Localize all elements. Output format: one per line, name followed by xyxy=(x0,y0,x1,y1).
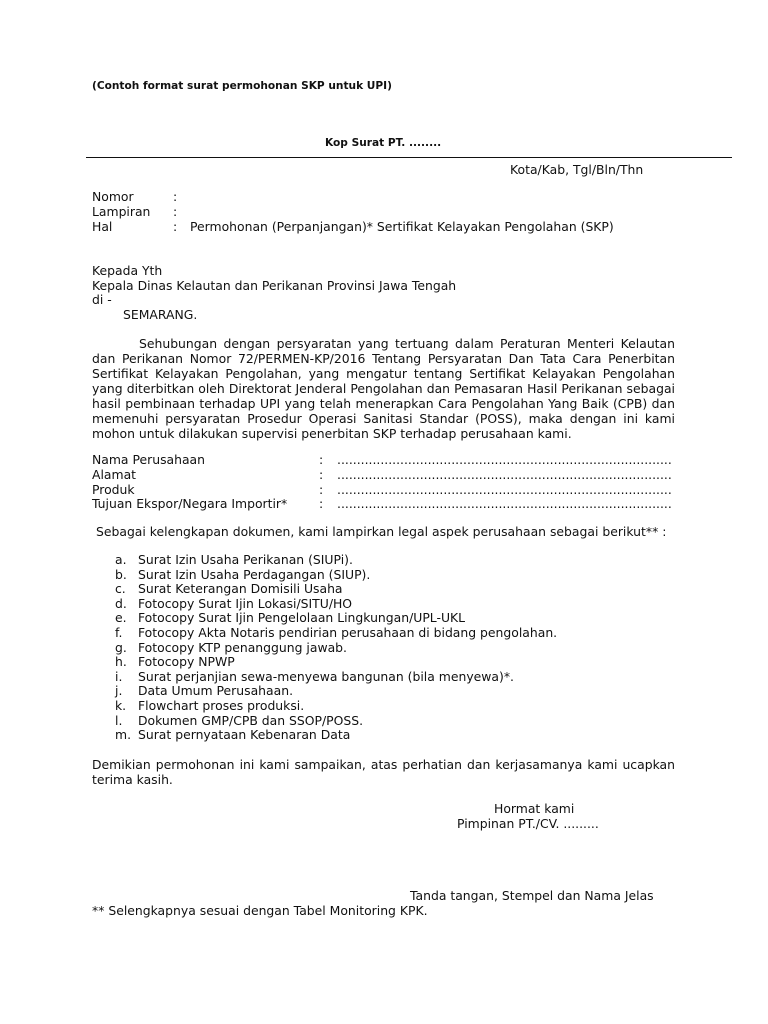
field-label: Produk xyxy=(92,482,135,497)
place-date: Kota/Kab, Tgl/Bln/Thn xyxy=(510,162,644,177)
field-row xyxy=(92,496,672,511)
recipient-greeting: Kepada Yth xyxy=(92,263,163,278)
recipient-city: SEMARANG. xyxy=(123,307,198,322)
list-text: Surat Izin Usaha Perdagangan (SIUP). xyxy=(138,566,371,582)
signatory-title: Pimpinan PT./CV. ......... xyxy=(457,816,599,831)
recipient-name: Kepala Dinas Kelautan dan Perikanan Provinsi Jawa Tengah xyxy=(92,278,457,293)
field-separator: : xyxy=(319,452,324,467)
list-letter: h. xyxy=(115,654,127,670)
attachments-intro: Sebagai kelengkapan dokumen, kami lampirkan legal aspek perusahaan sebagai berikut** : xyxy=(96,524,667,539)
list-text: Fotocopy Surat Ijin Pengelolaan Lingkungan/UPL-UKL xyxy=(138,610,466,626)
field-row xyxy=(92,467,672,482)
lampiran-label: Lampiran xyxy=(92,204,151,219)
field-value: ..................................................................................... xyxy=(337,452,672,467)
header-divider xyxy=(86,157,732,158)
field-separator: : xyxy=(319,482,324,497)
field-label: Alamat xyxy=(92,467,137,482)
list-letter: b. xyxy=(115,566,127,582)
list-letter: g. xyxy=(115,639,127,655)
list-text: Surat perjanjian sewa-menyewa bangunan (bila menyewa)*. xyxy=(138,668,514,684)
list-text: Fotocopy Surat Ijin Lokasi/SITU/HO xyxy=(138,595,353,611)
list-letter: d. xyxy=(115,595,127,611)
list-text: Fotocopy KTP penanggung jawab. xyxy=(138,639,347,655)
list-text: Surat Izin Usaha Perikanan (SIUPi). xyxy=(138,552,353,567)
nomor-label: Nomor xyxy=(92,189,134,204)
field-value: ..................................................................................... xyxy=(337,482,672,497)
list-text: Surat Keterangan Domisili Usaha xyxy=(138,581,343,597)
field-label: Tujuan Ekspor/Negara Importir* xyxy=(92,496,288,511)
field-separator: : xyxy=(319,496,324,511)
nomor-separator: : xyxy=(173,189,178,204)
list-text: Dokumen GMP/CPB dan SSOP/POSS. xyxy=(138,712,364,728)
footnote: ** Selengkapnya sesuai dengan Tabel Monitoring KPK. xyxy=(92,903,428,918)
regards: Hormat kami xyxy=(494,801,575,816)
closing-paragraph: Demikian permohonan ini kami sampaikan, atas perhatian dan kerjasamanya kami ucapkan terima kasih. xyxy=(92,757,675,787)
intro-paragraph: Sehubungan dengan persyaratan yang tertuang dalam Peraturan Menteri Kelautan dan Perikanan Nomor 72/PERMEN-KP/2016 Tentang Persyaratan Dan Tata Cara Penerbitan Sertifikat Kelayakan Pengolahan, yang mengatur tentang Sertifikat Kelayakan Pengolahan yang diterbitkan oleh Direktorat Jenderal Pengolahan dan Pemasaran Hasil Perikanan sebagai hasil pembinaan terhadap UPI yang telah menerapkan Cara Pengolahan Yang Baik (CPB) dan memenuhi persyaratan Prosedur Operasi Sanitasi Standar (POSS), maka dengan ini kami mohon untuk dilakukan supervisi penerbitan SKP terhadap perusahaan kami. xyxy=(92,336,675,441)
field-value: ..................................................................................... xyxy=(337,467,672,482)
list-text: Surat pernyataan Kebenaran Data xyxy=(138,727,351,743)
list-text: Fotocopy NPWP xyxy=(138,654,235,670)
list-letter: j. xyxy=(115,683,123,699)
list-letter: e. xyxy=(115,610,127,626)
list-letter: c. xyxy=(115,581,126,597)
hal-value: Permohonan (Perpanjangan)* Sertifikat Kelayakan Pengolahan (SKP) xyxy=(190,219,614,234)
lampiran-separator: : xyxy=(173,204,178,219)
list-text: Fotocopy Akta Notaris pendirian perusahaan di bidang pengolahan. xyxy=(138,624,558,640)
list-letter: a. xyxy=(115,552,127,567)
list-letter: l. xyxy=(115,712,123,728)
list-text: Data Umum Perusahaan. xyxy=(138,683,294,699)
hal-separator: : xyxy=(173,219,178,234)
signature-note: Tanda tangan, Stempel dan Nama Jelas xyxy=(410,888,654,903)
recipient-di: di - xyxy=(92,292,112,307)
field-row xyxy=(92,452,672,467)
list-text: Flowchart proses produksi. xyxy=(138,697,305,713)
field-separator: : xyxy=(319,467,324,482)
list-letter: k. xyxy=(115,697,127,713)
format-note: (Contoh format surat permohonan SKP untuk UPI) xyxy=(92,80,392,92)
field-value: ..................................................................................... xyxy=(337,496,672,511)
kop-surat: Kop Surat PT. ........ xyxy=(325,137,442,149)
field-row xyxy=(92,482,672,497)
hal-label: Hal xyxy=(92,219,113,234)
field-label: Nama Perusahaan xyxy=(92,452,206,467)
list-letter: i. xyxy=(115,668,123,684)
list-letter: f. xyxy=(115,624,123,640)
list-letter: m. xyxy=(115,727,132,743)
